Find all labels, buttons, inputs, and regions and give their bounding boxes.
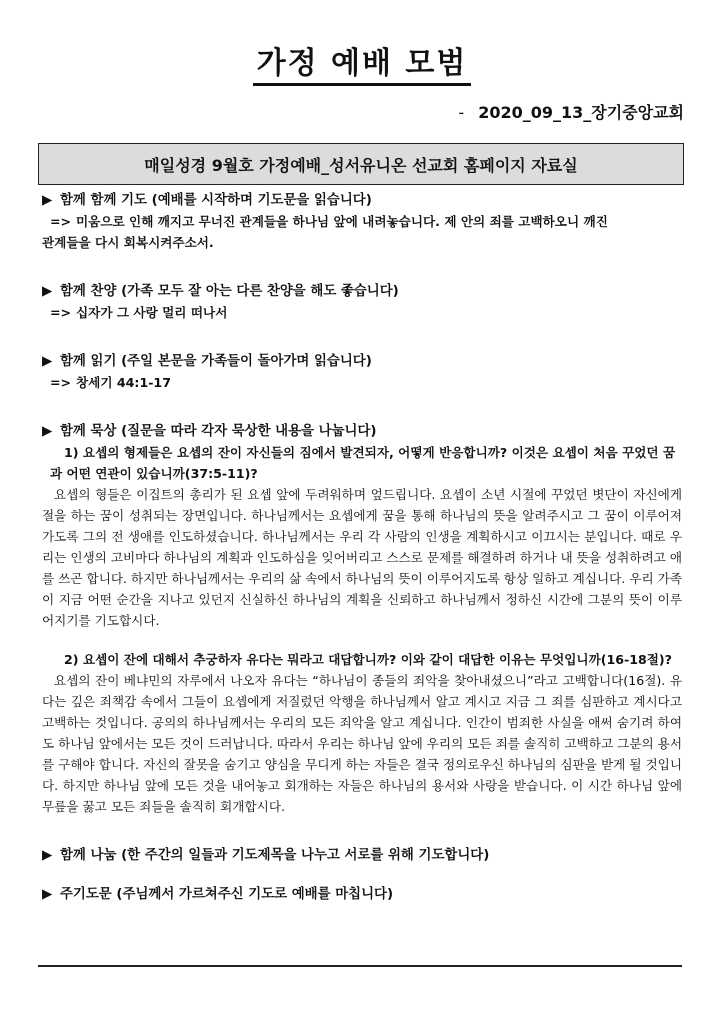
- section-heading-meditation: [42, 421, 682, 442]
- worship-content: [42, 190, 682, 905]
- document-title: [0, 38, 724, 82]
- prayer-text-line1: [42, 211, 682, 232]
- prayer-text-1: 미움으로 인해 깨지고 무너진 관계들을 하나님 앞에 내려놓습니다. 제 안의 죄를 고백하오니 깨진: [76, 214, 608, 229]
- spacer: [42, 393, 682, 421]
- prayer-text-2: 관계들을 다시 회복시켜주소서.: [42, 235, 214, 250]
- dateline-text: 2020_09_13_장기중앙교회: [478, 103, 684, 122]
- reading-passage: 창세기 44:1-17: [76, 375, 171, 390]
- triangle-bullet-icon: ▶: [42, 887, 53, 902]
- spacer: [42, 323, 682, 351]
- section-heading-prayer: [42, 190, 682, 211]
- bottom-divider: [38, 965, 682, 967]
- dateline-dash: -: [458, 103, 465, 122]
- meditation-question-2: 2) 요셉이 잔에 대해서 추궁하자 유다는 뭐라고 대답합니까? 이와 같이 대답한 이유는 무엇입니까(16-18절)?: [64, 652, 672, 667]
- praise-song-title: 십자가 그 사랑 멀리 떠나서: [76, 305, 228, 320]
- spacer: [42, 253, 682, 281]
- arrow-icon: =>: [50, 214, 72, 229]
- dateline: [458, 100, 684, 123]
- section-heading-sharing-text: 함께 나눔 (한 주간의 일들과 기도제목을 나누고 서로를 위해 기도합니다): [60, 848, 490, 863]
- section-heading-praise: [42, 281, 682, 302]
- section-heading-meditation-text: 함께 묵상 (질문을 따라 각자 묵상한 내용을 나눕니다): [60, 424, 377, 439]
- prayer-text-line2: [42, 232, 682, 253]
- section-heading-prayer-text: 함께 함께 기도 (예배를 시작하며 기도문을 읽습니다): [60, 193, 372, 208]
- triangle-bullet-icon: ▶: [42, 848, 53, 863]
- meditation-answer-2: 요셉의 잔이 베냐민의 자루에서 나오자 유다는 “하나님이 종들의 죄악을 찾아내셨으니”라고 고백합니다(16절). 유다는 깊은 죄책감 속에서 그들이 요셉에게 저질렀던 악행을 하나님께서 알고 계시고 지금 그 죄를 심판하고 계시다고 고백하는 것입니다. 공의의 하나님께서는 우리의 모든 죄악을 알고 계십니다. 인간이 범죄한 사실을 애써 숨기려 하여도 하나님 앞에서는 모든 것이 드러납니다. 따라서 우리는 하나님 앞에 우리의 모든 죄를 솔직히 고백하고 그분의 용서를 구해야 합니다. 자신의 잘못을 숨기고 양심을 무디게 하는 자들은 결국 정의로우신 하나님의 심판을 받게 될 것입니다. 하지만 하나님 앞에 모든 것을 내어놓고 회개하는 자들은 하나님의 용서와 사랑을 받습니다. 이 시간 하나님 앞에 무릎을 꿇고 모든 죄들을 솔직히 회개합시다.: [42, 673, 682, 814]
- triangle-bullet-icon: ▶: [42, 354, 53, 369]
- section-heading-sharing: [42, 845, 682, 866]
- triangle-bullet-icon: ▶: [42, 424, 53, 439]
- meditation-answer-1: 요셉의 형들은 이집트의 총리가 된 요셉 앞에 두려워하며 엎드립니다. 요셉이 소년 시절에 꾸었던 볏단이 자신에게 절을 하는 꿈이 성취되는 장면입니다. 하나님께서는 요셉에게 꿈을 통해 하나님의 뜻을 알려주시고 그 꿈이 이루어져 가도록 그의 전 생애를 인도하셨습니다. 하나님께서는 우리 각 사람의 인생을 계획하시고 이끄시는 분입니다. 때로 우리는 인생의 고비마다 하나님의 계획과 인도하심을 잊어버리고 스스로 문제를 해결하려 하거나 내 뜻을 성취하려고 애를 쓰곤 합니다. 하지만 하나님께서는 우리의 삶 속에서 하나님의 뜻이 이루어지도록 항상 일하고 계십니다. 우리 가족이 지금 어떤 순간을 지나고 있던지 신실하신 하나님의 계획을 신뢰하고 하나님께서 정하신 시간에 그분의 뜻이 이루어지기를 기도합시다.: [42, 487, 682, 628]
- arrow-icon: =>: [50, 375, 72, 390]
- meditation-question-1: 1) 요셉의 형제들은 요셉의 잔이 자신들의 짐에서 발견되자, 어떻게 반응합니까? 이것은 요셉이 처음 꾸었던 꿈과 어떤 연관이 있습니까(37:5-11)?: [50, 445, 676, 481]
- praise-text: [42, 302, 682, 323]
- spacer: [42, 631, 682, 649]
- source-banner: [38, 143, 684, 185]
- arrow-icon: =>: [50, 305, 72, 320]
- spacer: [42, 817, 682, 845]
- reading-text: [42, 372, 682, 393]
- section-heading-lords-prayer: [42, 884, 682, 905]
- section-heading-praise-text: 함께 찬양 (가족 모두 잘 아는 다른 찬양을 해도 좋습니다): [60, 284, 399, 299]
- document-title-text: 가정 예배 모범: [253, 46, 472, 86]
- triangle-bullet-icon: ▶: [42, 193, 53, 208]
- spacer: [42, 866, 682, 884]
- source-banner-text: 매일성경 9월호 가정예배_성서유니온 선교회 홈페이지 자료실: [144, 155, 578, 175]
- section-heading-reading-text: 함께 읽기 (주일 본문을 가족들이 돌아가며 읽습니다): [60, 354, 372, 369]
- section-heading-reading: [42, 351, 682, 372]
- triangle-bullet-icon: ▶: [42, 284, 53, 299]
- section-heading-lords-prayer-text: 주기도문 (주님께서 가르쳐주신 기도로 예배를 마칩니다): [60, 887, 394, 902]
